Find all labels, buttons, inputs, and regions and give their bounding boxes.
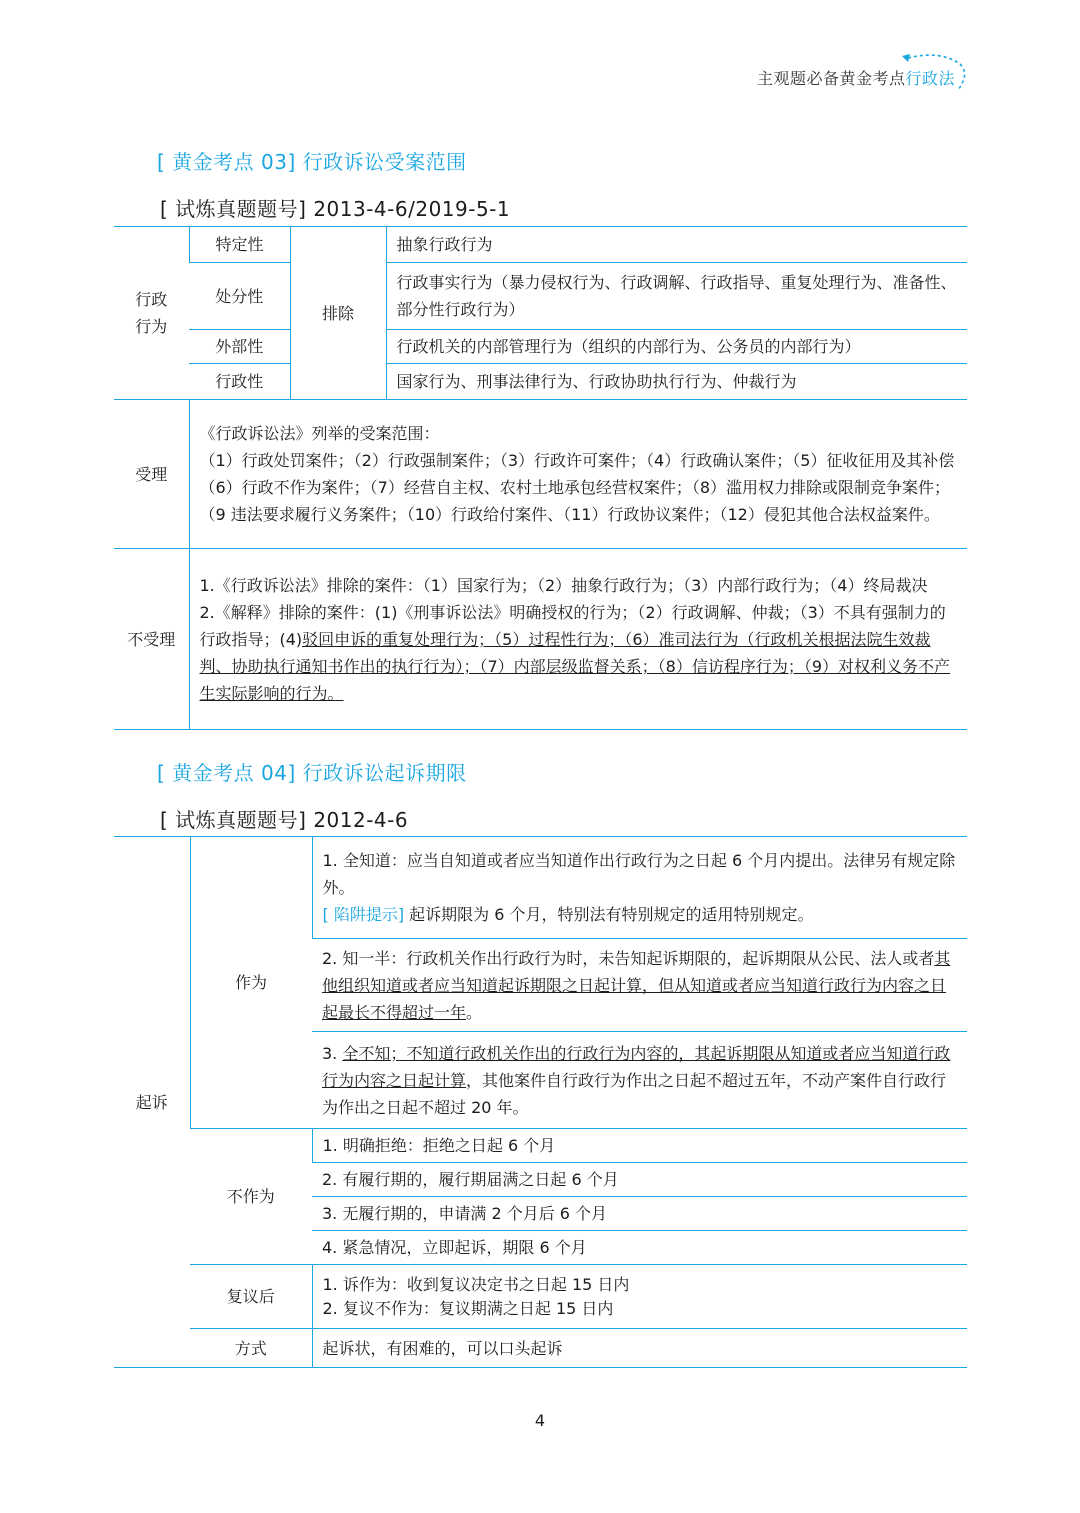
act2-a: 2. 知一半：行政机关作出行政行为时，未告知起诉期限的，起诉期限从公民、法人或者 xyxy=(322,948,935,968)
table-row xyxy=(114,364,967,400)
nonact-1: 1. 明确拒绝：拒绝之日起 6 个月 xyxy=(312,1129,967,1163)
table-row xyxy=(114,1329,967,1368)
accept-line-2: （1）行政处罚案件；（2）行政强制案件；（3）行政许可案件；（4）行政确认案件；（5）征收征用及其补偿（6）行政不作为案件；（7）经营自主权、农村土地承包经营权案件；（8）滥用权力排除或限制竞争案件；（9 违法要求履行义务案件；（10）行政给付案件、（11）行政协议案件；（12）侵犯其他合法权益案件。 xyxy=(199,451,955,524)
act3-b: 全不知；不知道行政机关作出的行政行为内容的，其起诉期限从知道或者应当知道行政行为内容之日起计算 xyxy=(322,1043,951,1090)
exclude-row-2: 行政事实行为（暴力侵权行为、行政调解、行政指导、重复处理行为、准备性、部分性行政行为） xyxy=(386,263,967,330)
reject-label: 不受理 xyxy=(114,549,189,730)
exclude-row-1: 抽象行政行为 xyxy=(386,227,967,263)
act-label: 作为 xyxy=(190,837,312,1129)
specific-label: 特定性 xyxy=(189,227,290,263)
accept-content xyxy=(189,400,967,549)
reject-line-2a: 2.《解释》排除的案件：(1)《刑事诉讼法》明确授权的行为；（2）行政调解、仲裁；（3）不具有强制力的行政指导；(4) xyxy=(199,602,946,649)
table-row xyxy=(114,1265,967,1329)
sue-label: 起诉 xyxy=(114,837,190,1368)
scope-table xyxy=(114,226,967,730)
reject-line-2 xyxy=(200,599,958,707)
act3-a: 3. xyxy=(322,1043,338,1063)
admin-label: 行政行为 xyxy=(114,227,189,400)
reject-line-2b: 驳回申诉的重复处理行为；（5）过程性行为；（6）准司法行为（行政机关根据法院生效裁判、协助执行通知书作出的执行行为）；（7）内部层级监督关系；（8）信访程序行为；（9）对权利义务不产生实际影响的行为。 xyxy=(199,629,951,703)
act2-b: 其他组织知道或者应当知道起诉期限之日起计算，但从知道或者应当知道行政行为内容之日起最长不得超过一年 xyxy=(322,948,951,1022)
table-row xyxy=(114,330,967,364)
method-label: 方式 xyxy=(190,1329,312,1368)
act-cell-1 xyxy=(312,837,967,939)
table-row xyxy=(114,549,967,730)
section3-title: [ 黄金考点 03] 行政诉讼受案范围 xyxy=(157,150,467,174)
table-row xyxy=(114,400,967,549)
trap-text: 起诉期限为 6 个月，特别法有特别规定的适用特别规定。 xyxy=(409,905,814,924)
header-accent: 行政法 xyxy=(905,69,955,88)
header-title xyxy=(757,66,955,89)
table-row xyxy=(114,1129,967,1163)
method-text: 起诉状，有困难的，可以口头起诉 xyxy=(312,1329,967,1368)
act-cell-3 xyxy=(312,1032,967,1129)
nonact-3: 3. 无履行期的，申请满 2 个月后 6 个月 xyxy=(312,1197,967,1231)
reject-line-1: 1.《行政诉讼法》排除的案件：（1）国家行为；（2）抽象行政行为；（3）内部行政行为；（4）终局裁决 xyxy=(199,575,928,595)
review-line-1: 1. 诉作为：收到复议决定书之日起 15 日内 xyxy=(322,1274,630,1294)
reject-content xyxy=(189,549,967,730)
act1-line-1: 1. 全知道：应当自知道或者应当知道作出行政行为之日起 6 个月内提出。法律另有规定除外。 xyxy=(322,851,956,897)
exclude-label: 排除 xyxy=(290,227,386,400)
review-label: 复议后 xyxy=(190,1265,312,1329)
deadline-table xyxy=(114,836,967,1368)
external-label: 外部性 xyxy=(189,330,290,364)
act2-c: 。 xyxy=(466,1002,483,1022)
trap-label: [ 陷阱提示] xyxy=(322,905,405,924)
page-number: 4 xyxy=(534,1411,546,1430)
act-cell-2 xyxy=(312,939,967,1032)
act3-c: ，其他案件自行政行为作出之日起不超过五年，不动产案件自行政行为作出之日起不超过 20 年。 xyxy=(322,1070,947,1117)
nonact-label: 不作为 xyxy=(190,1129,312,1265)
accept-label: 受理 xyxy=(114,400,189,549)
nonact-2: 2. 有履行期的，履行期届满之日起 6 个月 xyxy=(312,1163,967,1197)
act1-trap xyxy=(323,901,958,928)
nonact-4: 4. 紧急情况，立即起诉，期限 6 个月 xyxy=(312,1231,967,1265)
section3-subtitle: [ 试炼真题题号] 2013-4-6/2019-5-1 xyxy=(160,197,511,221)
disposal-label: 处分性 xyxy=(189,263,290,330)
section4-subtitle: [ 试炼真题题号] 2012-4-6 xyxy=(160,808,409,832)
section4-title: [ 黄金考点 04] 行政诉讼起诉期限 xyxy=(157,761,467,785)
table-row xyxy=(114,263,967,330)
exclude-row-3: 行政机关的内部管理行为（组织的内部行为、公务员的内部行为） xyxy=(386,330,967,364)
header-prefix: 主观题必备黄金考点 xyxy=(756,69,906,88)
accept-line-1: 《行政诉讼法》列举的受案范围： xyxy=(199,424,440,443)
administrative-label: 行政性 xyxy=(189,364,290,400)
review-line-2: 2. 复议不作为：复议期满之日起 15 日内 xyxy=(322,1298,614,1318)
table-row xyxy=(114,227,967,263)
review-content xyxy=(312,1265,967,1329)
table-row xyxy=(114,837,967,939)
exclude-row-4: 国家行为、刑事法律行为、行政协助执行行为、仲裁行为 xyxy=(386,364,967,400)
